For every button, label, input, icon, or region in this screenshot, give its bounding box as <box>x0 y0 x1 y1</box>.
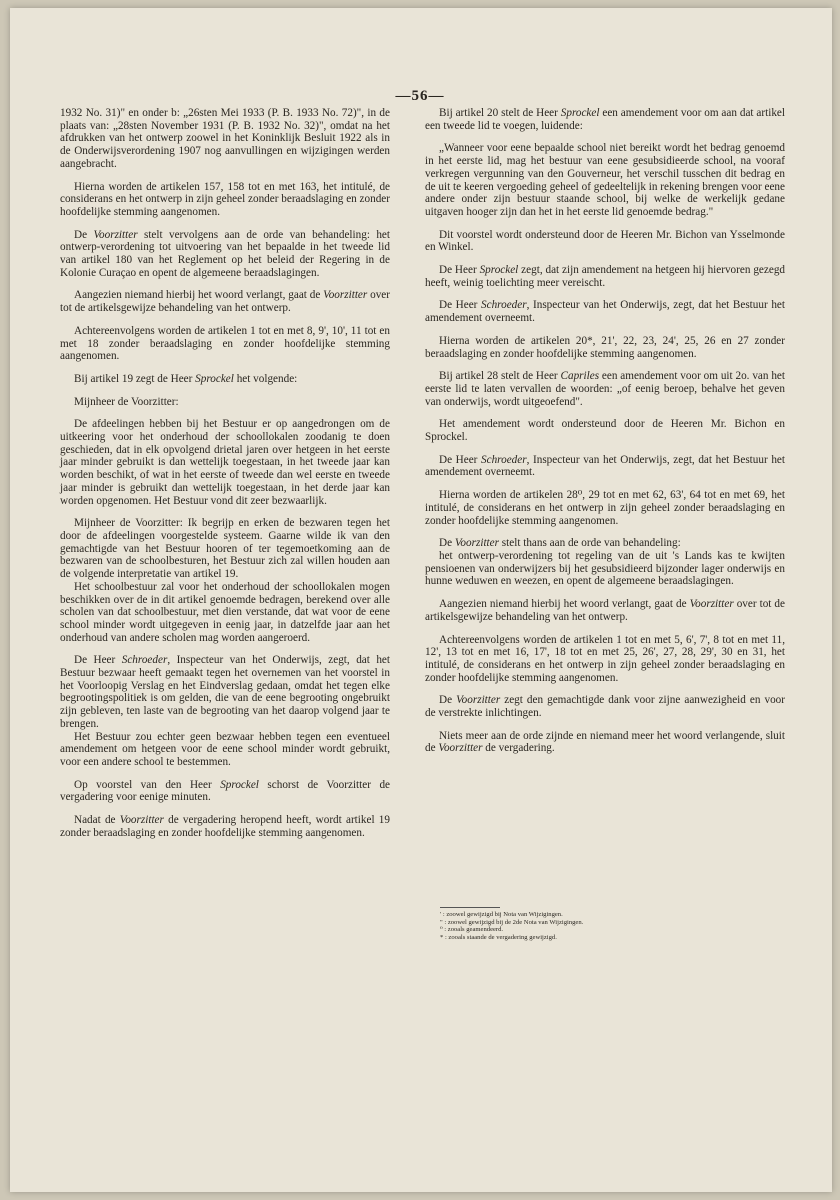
paragraph: Aangezien niemand hierbij het woord verlangt, gaat de Voorzitter over tot de artikelsgewijze behandeling van het ontwerp. <box>60 289 390 315</box>
paragraph: 1932 No. 31)" en onder b: „26sten Mei 1933 (P. B. 1933 No. 72)", in de plaats van: „28sten November 1931 (P. B. 1932 No. 32)", omdat na het afdrukken van het ontwerp zoowel in het Koninklijk Besluit 1922 als in de Onderwijsverordening 1907 nog aanvullingen en wijzigingen werden aangebracht. <box>60 107 390 170</box>
paragraph: Bij artikel 19 zegt de Heer Sprockel het volgende: <box>74 372 298 385</box>
paragraph: Mijnheer de Voorzitter: Ik begrijp en erken de bezwaren tegen het door de afdeelingen voorgestelde systeem. Gaarne wilde ik van den gemachtigde van het Bestuur hooren of ter tegemoetkoming aan de bezwaren van de schoolbesturen, het Bestuur zich zal willen houden aan de volgende interpretatie van artikel 19. <box>60 517 390 581</box>
footnote-rule <box>440 907 500 908</box>
footnote: * : zooals staande de vergadering gewijzigd. <box>440 933 557 941</box>
footnote: ⁰ : zooals geamendeerd. <box>440 926 504 934</box>
paragraph: Achtereenvolgens worden de artikelen 1 tot en met 5, 6', 7', 8 tot en met 11, 12', 13 tot en met 16, 17', 18 tot en met 25, 26', 27, 28, 29', 30 en 31, het intitulé, de considerans en het ontwerp in zijn geheel zonder beraadslaging en zonder hoofdelijke stemming aangenomen. <box>425 633 785 684</box>
paragraph: De afdeelingen hebben bij het Bestuur er op aangedrongen om de uitkeering voor het onderhoud der schoollokalen zoodanig te doen geschieden, dat in elk opvolgend drietal jaren over hetgeen in het eerste jaar minder gebruikt is dan wettelijk toegestaan, in het tweede jaar kan worden beschikt, of wat in het eerste of tweede dan wel eerste en tweede jaar minder is gebruikt dan wettelijk toegestaan, in het derde jaar kan worden opgenomen. Het Bestuur vond dit zeer bezwaarlijk. <box>60 418 390 507</box>
paragraph: Achtereenvolgens worden de artikelen 1 tot en met 8, 9', 10', 11 tot en met 18 zonder beraadslaging en zonder hoofdelijke stemming aangenomen. <box>60 324 390 363</box>
paragraph: Hierna worden de artikelen 28⁰, 29 tot en met 62, 63', 64 tot en met 69, het intitulé, de considerans en het ontwerp in zijn geheel zonder beraadslaging en zonder hoofdelijke stemming aangenomen. <box>425 489 785 527</box>
paragraph: Het Bestuur zou echter geen bezwaar hebben tegen een eventueel amendement om hetgeen voor de eene school minder wordt gebruikt, voor een andere school te bestemmen. <box>60 730 390 768</box>
paragraph: De Voorzitter stelt thans aan de orde van behandeling: <box>439 537 681 550</box>
paragraph: De Voorzitter stelt vervolgens aan de orde van behandeling: het ontwerp-verordening tot uitvoering van het bepaalde in het tweede lid van artikel 180 van het Reglement op het beleid der Regering in de Kolonie Curaçao en opent de algemeene beraadslagingen. <box>60 228 390 279</box>
paragraph: Bij artikel 20 stelt de Heer Sprockel een amendement voor om aan dat artikel een tweede lid te voegen, luidende: <box>425 107 785 132</box>
paragraph: Mijnheer de Voorzitter: <box>74 395 179 408</box>
page-number: —56— <box>395 88 445 104</box>
paragraph: Dit voorstel wordt ondersteund door de Heeren Mr. Bichon van Ysselmonde en Winkel. <box>425 228 785 254</box>
paragraph: Het amendement wordt ondersteund door de Heeren Mr. Bichon en Sprockel. <box>425 418 785 444</box>
footnotes <box>440 907 740 941</box>
paragraph: De Heer Schroeder, Inspecteur van het Onderwijs, zegt, dat het Bestuur bezwaar heeft gemaakt tegen het overnemen van het voorstel in het Voorloopig Verslag en het Eindverslag gedaan, omdat het tegen elke begrootingspolitiek is om gelden, die van de eene begrooting ongebruikt zijn gebleven, ten laste van de begrooting van het daarop volgend jaar te brengen. <box>60 654 390 730</box>
footnote: " : zoowel gewijzigd bij de 2de Nota van Wijzigingen. <box>440 918 584 926</box>
footnote: ' : zoowel gewijzigd bij Nota van Wijzigingen. <box>440 911 563 918</box>
paragraph: De Voorzitter zegt den gemachtigde dank voor zijne aanwezigheid en voor de verstrekte inlichtingen. <box>425 694 785 720</box>
paragraph: Aangezien niemand hierbij het woord verlangt, gaat de Voorzitter over tot de artikelsgewijze behandeling van het ontwerp. <box>425 598 785 623</box>
paragraph: Nadat de Voorzitter de vergadering heropend heeft, wordt artikel 19 zonder beraadslaging en zonder hoofdelijke stemming aangenomen. <box>60 814 390 839</box>
right-column <box>425 107 785 765</box>
paragraph: Op voorstel van den Heer Sprockel schorst de Voorzitter de vergadering voor eenige minuten. <box>60 778 390 804</box>
paragraph: De Heer Schroeder, Inspecteur van het Onderwijs, zegt, dat het Bestuur het amendement overneemt. <box>425 453 785 479</box>
paragraph: Het schoolbestuur zal voor het onderhoud der schoollokalen mogen beschikken over de in dit artikel genoemde bedragen, berekend over alle scholen van dat schoolbestuur, met dien verstande, dat wat voor de eene school minder wordt uitgegeven in eenig jaar, in datzelfde jaar aan het onderhoud van andere scholen mag worden aangeroerd. <box>60 580 390 644</box>
paragraph: Hierna worden de artikelen 157, 158 tot en met 163, het intitulé, de considerans en het ontwerp in zijn geheel zonder beraadslaging en zonder hoofdelijke stemming aangenomen. <box>60 180 390 218</box>
paragraph: De Heer Sprockel zegt, dat zijn amendement na hetgeen hij hiervoren gezegd heeft, weinig toelichting meer vereischt. <box>425 264 786 289</box>
paragraph: Bij artikel 28 stelt de Heer Capriles een amendement voor om uit 2o. van het eerste lid te laten vervallen de woorden: „of eenig beroep, behalve het geven van onderwijs, wordt uitgeoefend". <box>425 370 785 408</box>
paragraph: het ontwerp-verordening tot regeling van de uit 's Lands kas te kwijten pensioenen van onderwijzers bij het gesubsidieerd bijzonder lager onderwijs en hunne weduwen en weezen, en opent de algemeene beraadslagingen. <box>425 549 785 588</box>
paragraph: De Heer Schroeder, Inspecteur van het Onderwijs, zegt, dat het Bestuur het amendement overneemt. <box>425 299 785 325</box>
paragraph: Hierna worden de artikelen 20*, 21', 22, 23, 24', 25, 26 en 27 zonder beraadslaging en zonder hoofdelijke stemming aangenomen. <box>425 334 785 360</box>
paragraph: Niets meer aan de orde zijnde en niemand meer het woord verlangende, sluit de Voorzitter de vergadering. <box>425 729 785 755</box>
paragraph: „Wanneer voor eene bepaalde school niet bereikt wordt het bedrag genoemd in het eerste lid, mag het bestuur van eene gesubsidieerde school, na vooraf verkregen vergunning van den Gouverneur, het verschil tusschen dit bedrag en de uit te keeren vergoeding geheel of gedeeltelijk in rekening brengen voor eene andere onder zijn bestuur staande school, bij welke de werkelijk gedane uitgaven hooger zijn dan het in het eerste lid genoemde bedrag." <box>425 142 785 218</box>
left-column <box>60 107 390 849</box>
